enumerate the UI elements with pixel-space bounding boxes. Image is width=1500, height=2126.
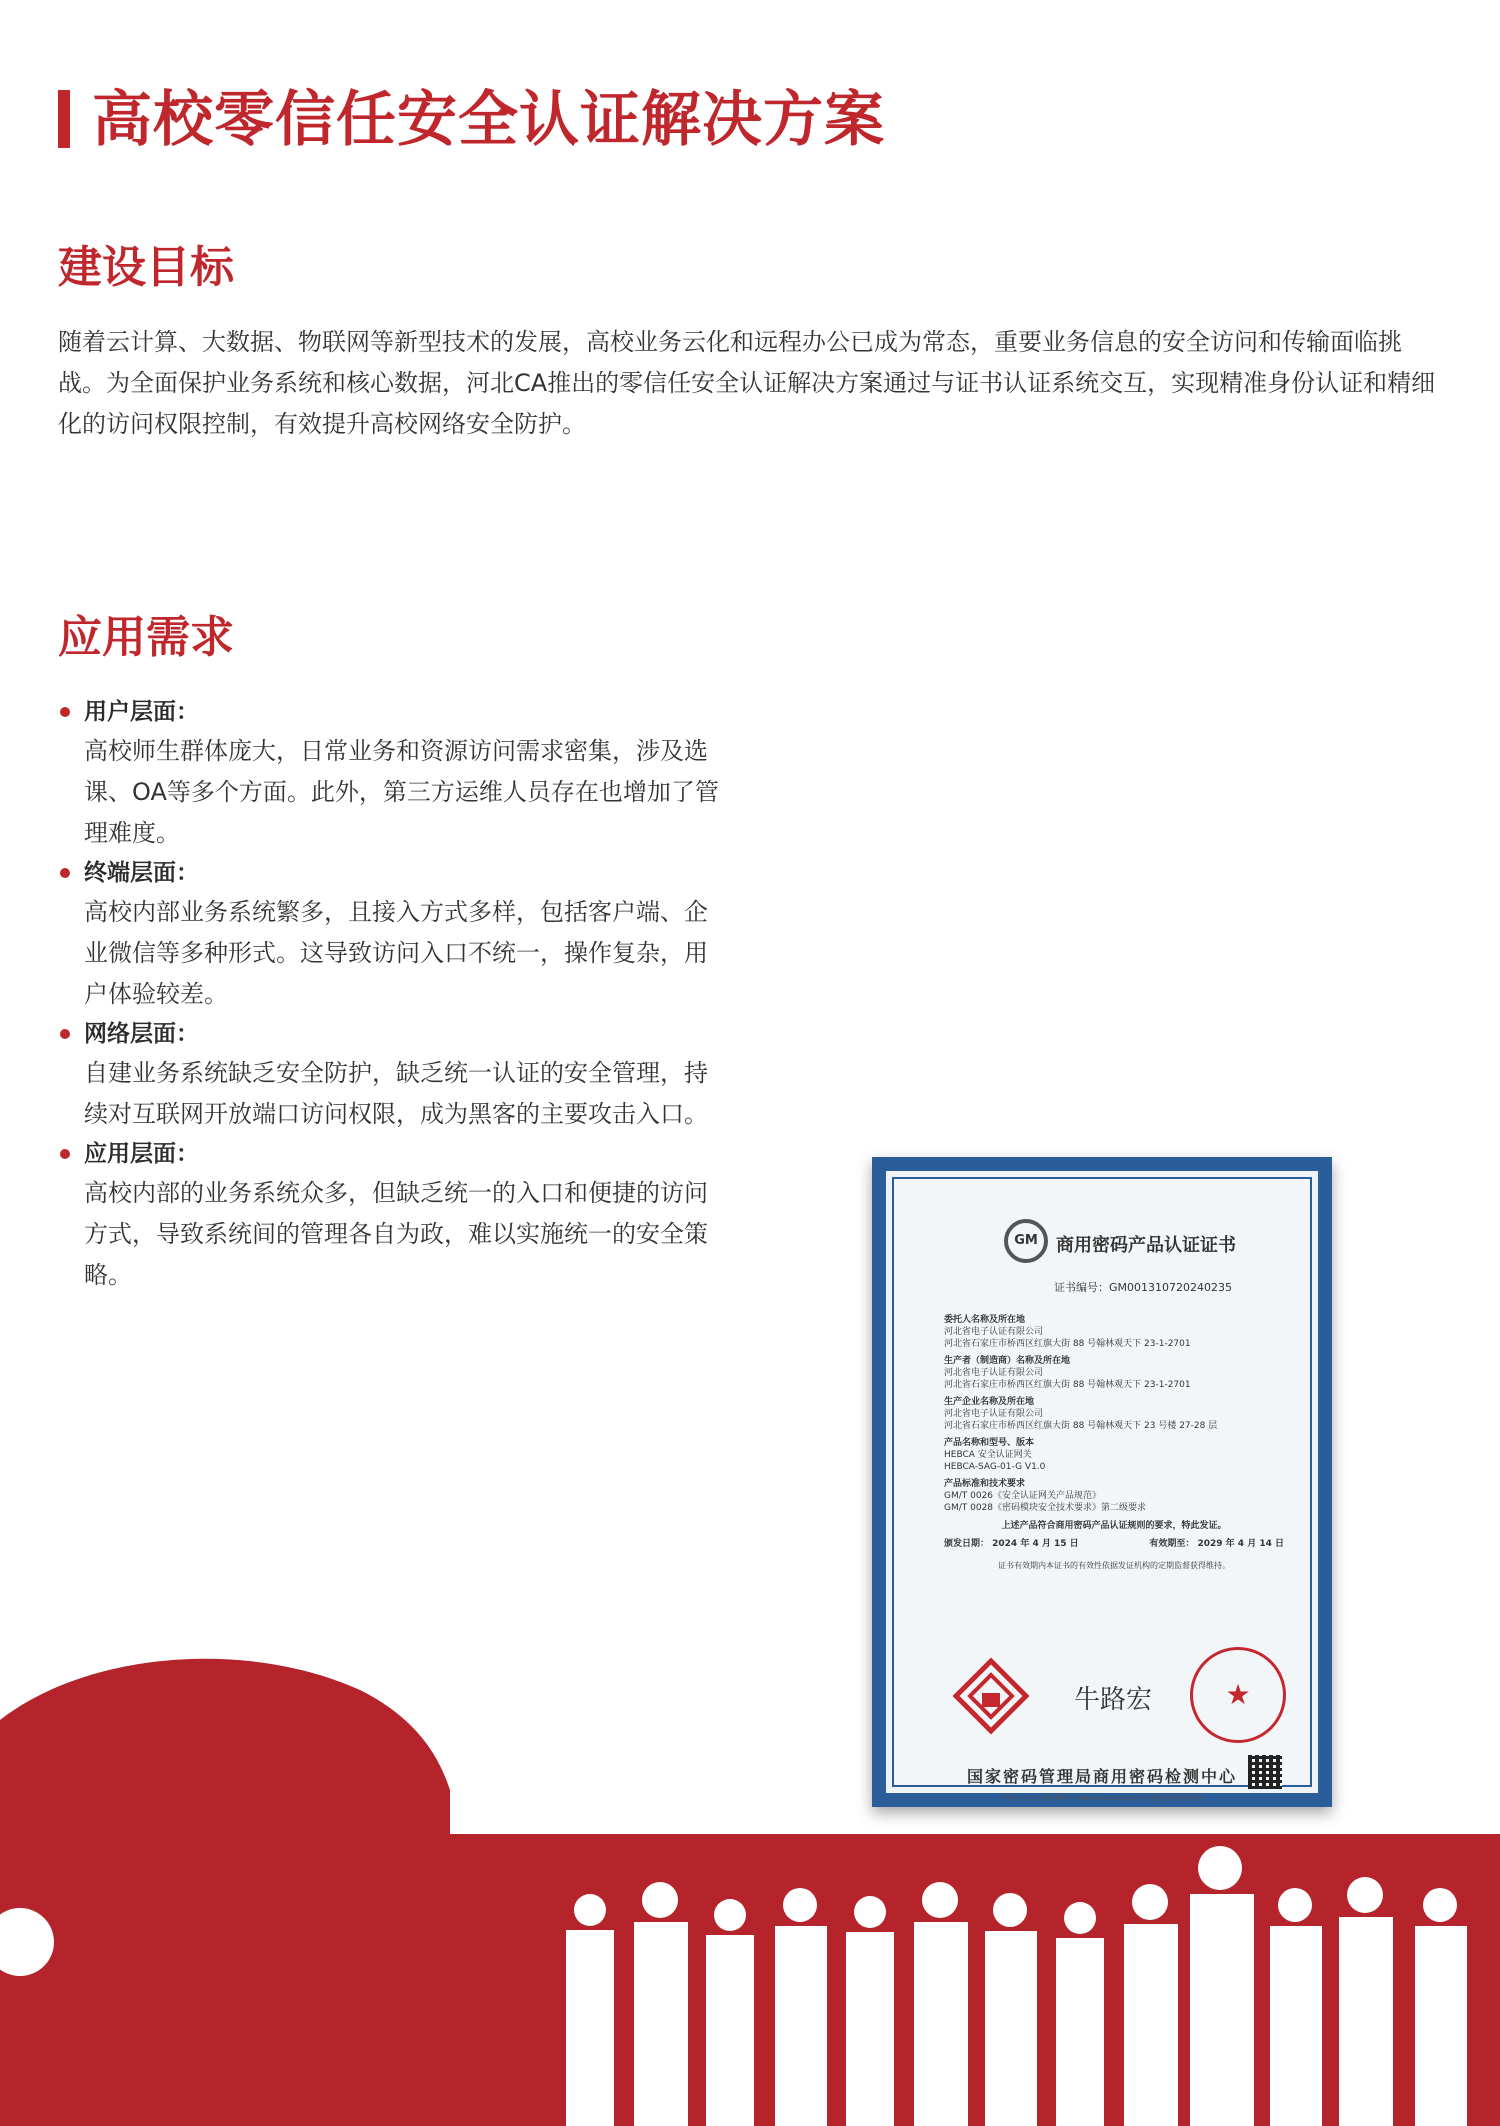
certificate-title: 商用密码产品认证证书 bbox=[1056, 1235, 1236, 1256]
cert-line: 河北省电子认证有限公司 bbox=[944, 1327, 1044, 1337]
need-item-terminal bbox=[58, 854, 718, 1015]
need-item-application bbox=[58, 1135, 718, 1296]
bullet-icon bbox=[60, 1149, 70, 1159]
need-title: 网络层面： bbox=[84, 1021, 199, 1047]
section-heading-goal: 建设目标 bbox=[58, 242, 234, 293]
bullet-icon bbox=[60, 707, 70, 717]
cert-issue-date: 颁发日期： 2024 年 4 月 15 日 bbox=[944, 1539, 1079, 1549]
cert-line: HEBCA 安全认证网关 bbox=[944, 1450, 1032, 1460]
certificate-body bbox=[944, 1309, 1284, 1572]
cert-dates bbox=[944, 1538, 1284, 1550]
goal-paragraph: 随着云计算、大数据、物联网等新型技术的发展，高校业务云化和远程办公已成为常态，重要业务信息的安全访问和传输面临挑战。为全面保护业务系统和核心数据，河北CA推出的零信任安全认证解决方案通过与证书认证系统交互，实现精准身份认证和精细化的访问权限控制，有效提升高校网络安全防护。 bbox=[58, 328, 1436, 438]
cert-line: 河北省电子认证有限公司 bbox=[944, 1409, 1044, 1419]
emblem-icon bbox=[952, 1657, 1030, 1735]
needs-list bbox=[58, 693, 718, 1296]
cert-conform-note: 上述产品符合商用密码产品认证规则的要求，特此发证。 bbox=[1001, 1521, 1227, 1531]
gm-logo-icon: GM bbox=[1004, 1219, 1048, 1263]
cert-issuer: 国家密码管理局商用密码检测中心 bbox=[966, 1767, 1237, 1786]
need-body: 高校师生群体庞大，日常业务和资源访问需求密集，涉及选课、OA等多个方面。此外，第三方运维人员存在也增加了管理难度。 bbox=[84, 737, 719, 847]
page-title: 高校零信任安全认证解决方案 bbox=[92, 85, 885, 155]
qr-code-icon bbox=[1248, 1755, 1282, 1789]
need-title: 终端层面： bbox=[84, 860, 199, 886]
need-item-network bbox=[58, 1015, 718, 1135]
cert-line: 河北省石家庄市桥西区红旗大街 88 号翰林观天下 23 号楼 27-28 层 bbox=[944, 1421, 1218, 1431]
cert-label: 委托人名称及所在地 bbox=[944, 1315, 1026, 1325]
cert-label: 生产企业名称及所在地 bbox=[944, 1397, 1035, 1407]
cert-line: 河北省电子认证有限公司 bbox=[944, 1368, 1044, 1378]
cert-label: 生产者（制造商）名称及所在地 bbox=[944, 1356, 1071, 1366]
need-item-user bbox=[58, 693, 718, 854]
need-title: 用户层面： bbox=[84, 699, 199, 725]
cert-label: 产品名称和型号、版本 bbox=[944, 1438, 1035, 1448]
certificate-inner-frame bbox=[892, 1177, 1312, 1802]
signature: 牛路宏 bbox=[1074, 1685, 1153, 1715]
cert-footer: 中国·北京·万丰路300号 www.sccto.org.cn 证书通过此网站查询 bbox=[1000, 1794, 1204, 1802]
bullet-icon bbox=[60, 868, 70, 878]
cert-validity-note: 证书有效期内本证书的有效性依据发证机构的定期监督获得维持。 bbox=[998, 1561, 1230, 1570]
section-heading-needs: 应用需求 bbox=[58, 612, 234, 663]
cert-expire-date: 有效期至： 2029 年 4 月 14 日 bbox=[1149, 1539, 1284, 1549]
need-body: 高校内部的业务系统众多，但缺乏统一的入口和便捷的访问方式，导致系统间的管理各自为政，难以实施统一的安全策略。 bbox=[84, 1179, 708, 1289]
cert-line: GM/T 0026《安全认证网关产品规范》 bbox=[944, 1491, 1102, 1501]
cert-label: 产品标准和技术要求 bbox=[944, 1479, 1026, 1489]
certificate-number: 证书编号：GM001310720240235 bbox=[1054, 1281, 1232, 1294]
cert-line: 河北省石家庄市桥西区红旗大街 88 号翰林观天下 23-1-2701 bbox=[944, 1380, 1191, 1390]
certificate-image bbox=[872, 1157, 1332, 1807]
cert-line: 河北省石家庄市桥西区红旗大街 88 号翰林观天下 23-1-2701 bbox=[944, 1339, 1191, 1349]
seal-stamp-icon bbox=[1190, 1647, 1286, 1743]
cert-line: GM/T 0028《密码模块安全技术要求》第二级要求 bbox=[944, 1503, 1147, 1513]
cert-line: HEBCA-SAG-01-G V1.0 bbox=[944, 1462, 1046, 1472]
title-accent-bar bbox=[58, 90, 70, 148]
bullet-icon bbox=[60, 1029, 70, 1039]
need-body: 自建业务系统缺乏安全防护，缺乏统一认证的安全管理，持续对互联网开放端口访问权限，成为黑客的主要攻击入口。 bbox=[84, 1059, 708, 1128]
need-body: 高校内部业务系统繁多，且接入方式多样，包括客户端、企业微信等多种形式。这导致访问入口不统一，操作复杂，用户体验较差。 bbox=[84, 898, 708, 1008]
need-title: 应用层面： bbox=[84, 1141, 199, 1167]
